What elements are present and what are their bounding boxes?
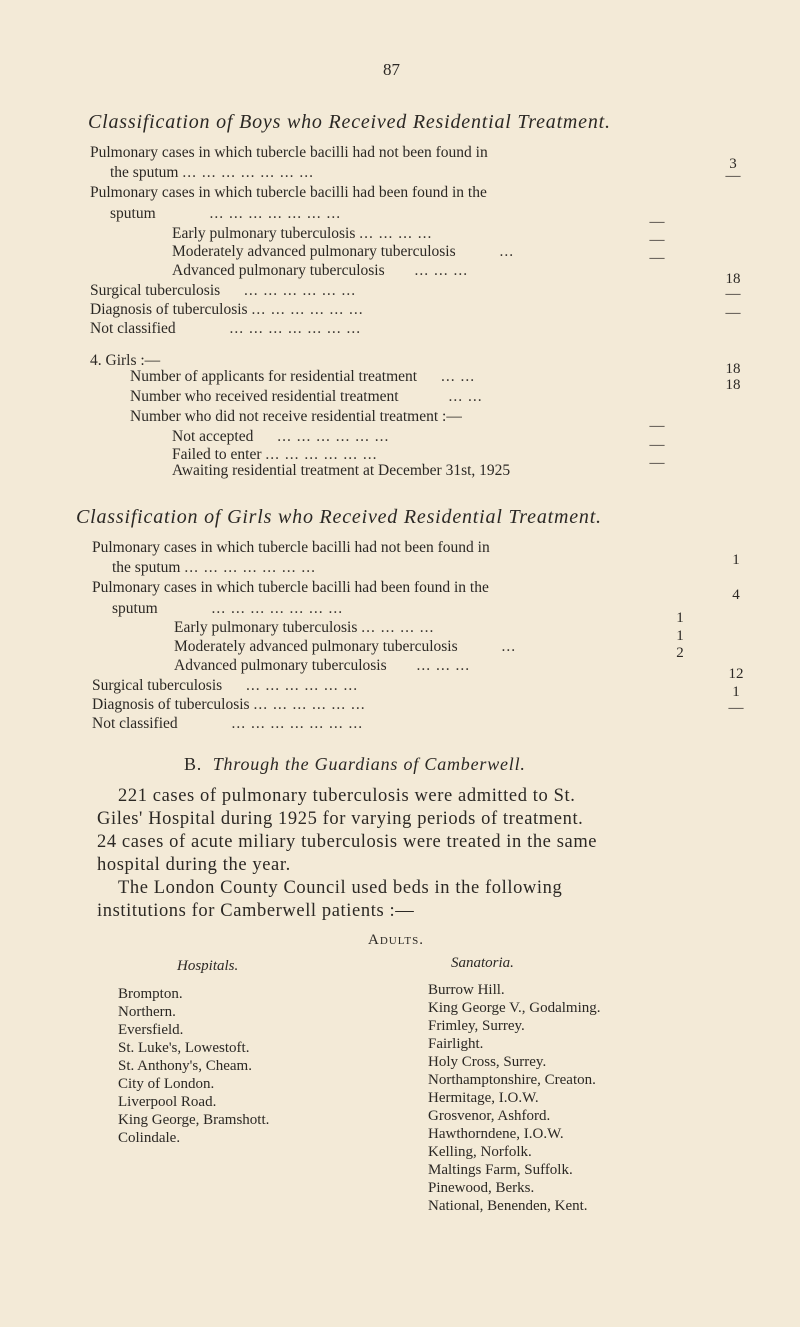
sanatorium-item: Holy Cross, Surrey. (428, 1054, 547, 1070)
hospital-item: Liverpool Road. (118, 1094, 217, 1110)
sanatorium-item: Maltings Farm, Suffolk. (428, 1162, 573, 1178)
not-accepted-row: Not accepted ... ... ... ... ... ... (172, 428, 390, 445)
girls-value: 1 (732, 684, 740, 700)
boys-value: — (649, 250, 665, 266)
hospital-item: St. Luke's, Lowestoft. (118, 1040, 250, 1056)
sanatorium-item: Kelling, Norfolk. (428, 1144, 532, 1160)
hospital-item: St. Anthony's, Cheam. (118, 1058, 252, 1074)
girls-value: 1 (676, 628, 684, 644)
girls-row: Early pulmonary tuberculosis ... ... ... ... (174, 619, 435, 636)
girls-row: Advanced pulmonary tuberculosis ... ... ... (174, 657, 471, 674)
para-line: The London County Council used beds in the following (118, 878, 563, 898)
boys-value: 3 (729, 156, 737, 172)
hospital-item: Northern. (118, 1004, 176, 1020)
boys-value: — (725, 305, 741, 321)
boys-value: 18 (725, 271, 741, 287)
boys-row-line1: Pulmonary cases in which tubercle bacilli had not been found in (90, 144, 488, 161)
boys-value: — (725, 168, 741, 184)
sanatorium-item: Burrow Hill. (428, 982, 505, 998)
section-b-heading: B. Through the Guardians of Camberwell. (184, 754, 526, 774)
sanatorium-item: Northamptonshire, Creaton. (428, 1072, 596, 1088)
hospital-item: King George, Bramshott. (118, 1112, 270, 1128)
hospitals-heading: Hospitals. (177, 958, 239, 974)
not-received-row: Number who did not receive residential treatment :— (130, 408, 462, 425)
failed-row: Failed to enter ... ... ... ... ... ... (172, 446, 378, 463)
girls-value: 1 (676, 610, 684, 626)
hospital-item: Brompton. (118, 986, 183, 1002)
girls-row: Surgical tuberculosis ... ... ... ... ... ... (92, 677, 359, 694)
boys-row-line1: Pulmonary cases in which tubercle bacilli had been found in the (90, 184, 487, 201)
applicants-value: 18 (725, 361, 741, 377)
hospital-item: Eversfield. (118, 1022, 184, 1038)
hospital-item: City of London. (118, 1076, 215, 1092)
boys-row: Diagnosis of tuberculosis ... ... ... ... ... ... (90, 301, 364, 318)
sanatoria-heading: Sanatoria. (451, 955, 514, 971)
sanatorium-item: Hermitage, I.O.W. (428, 1090, 539, 1106)
boys-row-line2: the sputum ... ... ... ... ... ... ... (110, 164, 314, 181)
boys-row: Advanced pulmonary tuberculosis ... ... ... (172, 262, 469, 279)
applicants-row: Number of applicants for residential treatment ... ... (130, 368, 476, 385)
boys-row-line2: sputum ... ... ... ... ... ... ... (110, 205, 342, 222)
sanatorium-item: National, Benenden, Kent. (428, 1198, 588, 1214)
not-accepted-value: — (649, 418, 665, 434)
girls-value: 1 (732, 552, 740, 568)
sanatorium-item: King George V., Godalming. (428, 1000, 601, 1016)
girls-row: Not classified ... ... ... ... ... ... ... (92, 715, 364, 732)
girls-row-line1: Pulmonary cases in which tubercle bacilli had been found in the (92, 579, 489, 596)
para-line: 24 cases of acute miliary tuberculosis were treated in the same (97, 832, 598, 852)
boys-row: Moderately advanced pulmonary tuberculosis ... (172, 243, 515, 260)
sanatorium-item: Grosvenor, Ashford. (428, 1108, 551, 1124)
girls-row: Moderately advanced pulmonary tuberculosis ... (174, 638, 517, 655)
hospital-item: Colindale. (118, 1130, 181, 1146)
awaiting-row: Awaiting residential treatment at December 31st, 1925 (172, 462, 511, 479)
girls-value: 2 (676, 645, 684, 661)
boys-value: — (649, 214, 665, 230)
girls-label: 4. Girls :— (90, 352, 161, 369)
sanatorium-item: Frimley, Surrey. (428, 1018, 525, 1034)
girls-row-line2: sputum ... ... ... ... ... ... ... (112, 600, 344, 617)
girls-value: — (728, 700, 744, 716)
boys-row: Not classified ... ... ... ... ... ... ... (90, 320, 362, 337)
para-line: Giles' Hospital during 1925 for varying periods of treatment. (97, 809, 584, 829)
failed-value: — (649, 437, 665, 453)
received-row: Number who received residential treatment ... ... (130, 388, 483, 405)
girls-row-line1: Pulmonary cases in which tubercle bacilli had not been found in (92, 539, 490, 556)
page-number: 87 (383, 60, 400, 79)
sanatorium-item: Pinewood, Berks. (428, 1180, 535, 1196)
awaiting-value: — (649, 455, 665, 471)
para-line: institutions for Camberwell patients :— (97, 901, 415, 921)
girls-heading: Classification of Girls who Received Residential Treatment. (76, 506, 602, 528)
received-value: 18 (725, 377, 741, 393)
para-line: 221 cases of pulmonary tuberculosis were admitted to St. (118, 786, 576, 806)
girls-row: Diagnosis of tuberculosis ... ... ... ... ... ... (92, 696, 366, 713)
girls-value: 12 (728, 666, 744, 682)
girls-value: 4 (732, 587, 740, 603)
boys-heading: Classification of Boys who Received Residential Treatment. (88, 111, 611, 133)
sanatorium-item: Fairlight. (428, 1036, 484, 1052)
sanatorium-item: Hawthorndene, I.O.W. (428, 1126, 564, 1142)
girls-row-line2: the sputum ... ... ... ... ... ... ... (112, 559, 316, 576)
boys-value: — (725, 286, 741, 302)
boys-row: Early pulmonary tuberculosis ... ... ... ... (172, 225, 433, 242)
boys-row: Surgical tuberculosis ... ... ... ... ... ... (90, 282, 357, 299)
adults-heading: Adults. (368, 932, 425, 948)
boys-value: — (649, 232, 665, 248)
para-line: hospital during the year. (97, 855, 291, 875)
